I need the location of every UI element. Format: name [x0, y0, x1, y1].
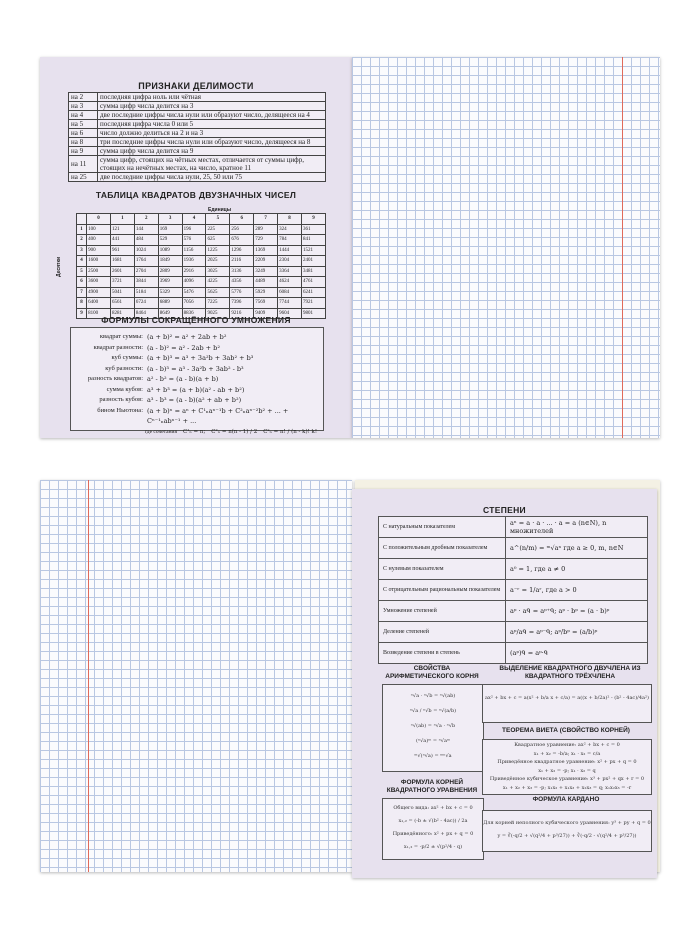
squares-cell: 6724 [134, 298, 158, 309]
squares-cell: 3025 [206, 266, 230, 277]
squares-cell: 4900 [87, 287, 111, 298]
squares-cell: 3249 [254, 266, 278, 277]
squares-cell: 9604 [278, 308, 302, 319]
formula-row [71, 385, 323, 396]
formula-row [71, 406, 323, 427]
formula-expression: (a + b)ⁿ = aⁿ + C¹ₙaⁿ⁻¹b + C²ₙaⁿ⁻²b² + ... + Cⁿ⁻¹ₙabⁿ⁻¹ + ... [147, 406, 289, 425]
squares-col-header: 6 [230, 214, 254, 225]
vieta-box [482, 739, 652, 795]
formula-label: сумма кубов: [106, 385, 143, 393]
squares-tens-label: Десятки [56, 256, 62, 277]
powers-rule-label: Деление степеней [379, 622, 506, 643]
combination-ck: Cᵏₙ = n! / (n - k)! k! [263, 428, 318, 435]
squares-cell: 4225 [206, 277, 230, 288]
squares-cell: 3844 [134, 277, 158, 288]
divisibility-row [69, 156, 326, 173]
squares-cell: 2704 [134, 266, 158, 277]
divisibility-rule: сумма цифр, стоящих на чётных местах, отличается от суммы цифр, стоящих на нечётных местах, на число, кратное 11 [98, 156, 326, 173]
squares-row-header: 2 [77, 235, 87, 246]
vieta-formula: x₁ + x₂ = -p; x₁ · x₂ = q [538, 767, 596, 774]
powers-row [379, 601, 648, 622]
squares-row [77, 266, 326, 277]
squares-cell: 1156 [182, 245, 206, 256]
divisibility-row [69, 138, 326, 147]
divisibility-key: на 3 [69, 102, 98, 111]
squares-col-header: 8 [278, 214, 302, 225]
squares-row [77, 245, 326, 256]
squares-row-header: 4 [77, 256, 87, 267]
powers-formula: aⁿ = a · a · ... · a = a (n∈N), n множителей [506, 517, 648, 538]
powers-row [379, 538, 648, 559]
quadratic-formula: x₁,₂ = -p/2 ± √(p²/4 - q) [403, 844, 463, 850]
squares-col-header: 3 [158, 214, 182, 225]
powers-rule-label: С отрицательным рациональным показателем [379, 580, 506, 601]
squares-cell: 7225 [206, 298, 230, 309]
divisibility-title: ПРИЗНАКИ ДЕЛИМОСТИ [138, 81, 254, 91]
powers-row [379, 622, 648, 643]
powers-formula: a⁻ʳ = 1/aʳ, где a > 0 [506, 580, 648, 601]
squares-cell: 7396 [230, 298, 254, 309]
divisibility-key: на 5 [69, 120, 98, 129]
squares-cell: 625 [206, 235, 230, 246]
powers-rule-label: С положительным дробным показателем [379, 538, 506, 559]
squares-cell: 8836 [182, 308, 206, 319]
squares-row-header: 1 [77, 224, 87, 235]
formula-row [71, 395, 323, 406]
squares-row-header: 5 [77, 266, 87, 277]
squares-cell: 5041 [110, 287, 134, 298]
squares-cell: 900 [87, 245, 111, 256]
divisibility-key: на 4 [69, 111, 98, 120]
squares-cell: 529 [158, 235, 182, 246]
abridged-title: ФОРМУЛЫ СОКРАЩЁННОГО УМНОЖЕНИЯ [101, 315, 291, 325]
squares-cell: 784 [278, 235, 302, 246]
vieta-formula: Приведённое квадратное уравнение: x² + px + q = 0 [497, 759, 637, 766]
powers-formula: a^(n/m) = ᵐ√aⁿ где a ≥ 0, m, n∈N [506, 538, 648, 559]
squares-cell: 144 [134, 224, 158, 235]
squares-cell: 441 [110, 235, 134, 246]
squares-cell: 961 [110, 245, 134, 256]
squares-cell: 2304 [278, 256, 302, 267]
powers-title: СТЕПЕНИ [483, 505, 526, 515]
divisibility-row [69, 173, 326, 182]
top-left-reference-page [40, 57, 352, 438]
squares-cell: 400 [87, 235, 111, 246]
quadratic-formula: Общего вида: ax² + bx + c = 0 [393, 805, 473, 811]
squares-cell: 7569 [254, 298, 278, 309]
squares-cell: 2500 [87, 266, 111, 277]
squares-cell: 2916 [182, 266, 206, 277]
formula-expression: a³ + b³ = (a + b)(a² - ab + b²) [147, 385, 245, 394]
squares-col-header: 1 [110, 214, 134, 225]
powers-rule-label: С нулевым показателем [379, 559, 506, 580]
formula-row [71, 374, 323, 385]
squares-col-header: 5 [206, 214, 230, 225]
divisibility-row [69, 102, 326, 111]
squares-cell: 2025 [206, 256, 230, 267]
roots-box [382, 684, 484, 772]
squares-cell: 256 [230, 224, 254, 235]
squares-cell: 3136 [230, 266, 254, 277]
squares-col-header: 9 [301, 214, 325, 225]
squares-row [77, 287, 326, 298]
divisibility-row [69, 111, 326, 120]
squares-units-label: Единицы [208, 207, 232, 213]
formula-expression: (a - b)² = a² - 2ab + b² [147, 343, 220, 352]
squares-cell: 8464 [134, 308, 158, 319]
squares-cell: 5476 [182, 287, 206, 298]
powers-formula: aᵖ · aᑫ = aᵖ⁺ᑫ; aᵖ · bᵖ = (a · b)ᵖ [506, 601, 648, 622]
squares-cell: 121 [110, 224, 134, 235]
squares-cell: 1600 [87, 256, 111, 267]
squares-cell: 9216 [230, 308, 254, 319]
binomial-box [482, 684, 652, 723]
squares-cell: 5329 [158, 287, 182, 298]
squares-cell: 729 [254, 235, 278, 246]
divisibility-rule: число должно делиться на 2 и на 3 [98, 129, 326, 138]
quadratic-box [382, 798, 484, 860]
squares-cell: 1089 [158, 245, 182, 256]
squares-title: ТАБЛИЦА КВАДРАТОВ ДВУЗНАЧНЫХ ЧИСЕЛ [95, 190, 297, 200]
squares-col-header: 0 [87, 214, 111, 225]
squares-row-header: 3 [77, 245, 87, 256]
squares-cell: 1849 [158, 256, 182, 267]
vieta-formula: x₁ + x₂ + x₃ = -p; x₁x₂ + x₁x₃ + x₂x₃ = q; x₁x₂x₃ = -r [502, 784, 632, 791]
squares-col-header: 2 [134, 214, 158, 225]
squares-cell: 2116 [230, 256, 254, 267]
squares-cell: 225 [206, 224, 230, 235]
abridged-formulas-box [70, 327, 324, 435]
formula-label: квадрат разности: [93, 343, 143, 351]
root-property: ᵐ√(ⁿ√a) = ᵐⁿ√a [414, 753, 452, 759]
squares-cell: 8649 [158, 308, 182, 319]
powers-row [379, 517, 648, 538]
squares-cell: 5184 [134, 287, 158, 298]
squares-cell: 5929 [254, 287, 278, 298]
divisibility-rule: сумма цифр числа делится на 9 [98, 147, 326, 156]
powers-formula: aᵖ/aᑫ = aᵖ⁻ᑫ; aᵖ/bᵖ = (a/b)ᵖ [506, 622, 648, 643]
root-property: ⁿ√a / ⁿ√b = ⁿ√(a/b) [409, 708, 457, 714]
root-property: (ⁿ√a)ᵐ = ⁿ√aᵐ [415, 738, 451, 744]
formula-label: квадрат суммы: [99, 333, 143, 340]
binomial-formula: ax² + bx + c = a(x² + b/a x + c/a) = a((x + b/2a)² - (b² - 4ac)/4a²) [485, 695, 649, 701]
squares-cell: 289 [254, 224, 278, 235]
squares-cell: 361 [301, 224, 325, 235]
squares-cell: 2601 [110, 266, 134, 277]
squares-row [77, 298, 326, 309]
squares-cell: 2401 [301, 256, 325, 267]
cardano-box [482, 810, 652, 852]
squares-cell: 4761 [301, 277, 325, 288]
powers-row [379, 580, 648, 601]
combination-c1: C¹ₙ = n; [183, 428, 206, 435]
quadratic-title: ФОРМУЛА КОРНЕЙ КВАДРАТНОГО УРАВНЕНИЯ [386, 779, 478, 794]
squares-cell: 2209 [254, 256, 278, 267]
squares-cell: 6561 [110, 298, 134, 309]
powers-rule-label: Возведение степени в степень [379, 643, 506, 664]
squares-cell: 6889 [158, 298, 182, 309]
squares-cell: 100 [87, 224, 111, 235]
divisibility-key: на 2 [69, 93, 98, 102]
divisibility-rule: сумма цифр числа делится на 3 [98, 102, 326, 111]
squares-cell: 1296 [230, 245, 254, 256]
squares-cell: 576 [182, 235, 206, 246]
cardano-formula: Для корней неполного кубического уравнения: y³ + py + q = 0 [483, 820, 651, 826]
squares-cell: 9025 [206, 308, 230, 319]
bottom-right-reference-page [352, 489, 657, 878]
squares-corner-cell [77, 214, 87, 225]
squares-cell: 324 [278, 224, 302, 235]
squares-row-header: 9 [77, 308, 87, 319]
squares-cell: 8281 [110, 308, 134, 319]
squares-cell: 676 [230, 235, 254, 246]
cardano-formula: y = ∛(-q/2 + √(q²/4 + p³/27)) + ∛(-q/2 - √(q²/4 + p³/27)) [497, 833, 637, 839]
squares-row-header: 7 [77, 287, 87, 298]
divisibility-key: на 25 [69, 173, 98, 182]
root-property: ⁿ√a · ⁿ√b = ⁿ√(ab) [410, 693, 456, 699]
quadratic-formula: Приведённого: x² + px + q = 0 [392, 831, 474, 837]
divisibility-rule: две последние цифры числа нули, 25, 50 или 75 [98, 173, 326, 182]
formula-expression: a³ - b³ = (a - b)(a² + ab + b²) [147, 396, 242, 404]
squares-cell: 841 [301, 235, 325, 246]
squares-cell: 6084 [278, 287, 302, 298]
squares-cell: 1521 [301, 245, 325, 256]
powers-row [379, 643, 648, 664]
squares-row [77, 235, 326, 246]
divisibility-rule: последняя цифра числа 0 или 5 [98, 120, 326, 129]
divisibility-rule: последняя цифра ноль или чётная [98, 93, 326, 102]
squares-cell: 4624 [278, 277, 302, 288]
divisibility-row [69, 120, 326, 129]
divisibility-key: на 11 [69, 156, 98, 173]
squares-cell: 3969 [158, 277, 182, 288]
divisibility-key: на 9 [69, 147, 98, 156]
squares-cell: 7056 [182, 298, 206, 309]
squares-cell: 1444 [278, 245, 302, 256]
powers-table [378, 516, 648, 664]
squares-header-row [77, 214, 326, 225]
formula-expression: (a - b)³ = a³ - 3a²b + 3ab² - b³ [147, 364, 244, 373]
squares-cell: 7744 [278, 298, 302, 309]
squares-cell: 484 [134, 235, 158, 246]
divisibility-rule: две последние цифры числа нули или образуют число, делящееся на 4 [98, 111, 326, 120]
powers-row [379, 559, 648, 580]
squares-cell: 1936 [182, 256, 206, 267]
vieta-formula: x₁ + x₂ = -b/a; x₁ · x₂ = c/a [533, 750, 601, 757]
vieta-formula: Приведённое кубическое уравнение: x³ + px² + qx + r = 0 [489, 776, 645, 783]
squares-cell: 196 [182, 224, 206, 235]
squares-cell: 9801 [301, 308, 325, 319]
formula-expression: a² - b² = (a - b)(a + b) [147, 375, 219, 383]
divisibility-row [69, 129, 326, 138]
powers-formula: a⁰ = 1, где a ≠ 0 [506, 559, 648, 580]
squares-row-header: 6 [77, 277, 87, 288]
formula-label: разность кубов: [99, 396, 143, 403]
squares-cell: 5625 [206, 287, 230, 298]
formula-label: разность квадратов: [87, 375, 143, 382]
squares-cell: 6400 [87, 298, 111, 309]
divisibility-rule: три последние цифры числа нули или образуют число, делящееся на 8 [98, 138, 326, 147]
formula-label: куб суммы: [111, 354, 143, 361]
squares-row [77, 256, 326, 267]
powers-rule-label: С натуральным показателем [379, 517, 506, 538]
squares-col-header: 7 [254, 214, 278, 225]
divisibility-table [68, 92, 326, 182]
squares-cell: 3481 [301, 266, 325, 277]
squares-row-header: 8 [77, 298, 87, 309]
divisibility-key: на 8 [69, 138, 98, 147]
margin-line [88, 480, 89, 872]
squares-cell: 1764 [134, 256, 158, 267]
squares-cell: 4356 [230, 277, 254, 288]
squares-row [77, 224, 326, 235]
formula-row [71, 343, 323, 354]
formula-label: куб разности: [105, 364, 143, 372]
squares-col-header: 4 [182, 214, 206, 225]
cardano-title: ФОРМУЛА КАРДАНО [532, 796, 600, 803]
squares-cell: 169 [158, 224, 182, 235]
squares-cell: 5776 [230, 287, 254, 298]
vieta-formula: Квадратное уравнение: ax² + bx + c = 0 [514, 742, 620, 748]
squares-row [77, 277, 326, 288]
squares-cell: 1369 [254, 245, 278, 256]
squares-cell: 3721 [110, 277, 134, 288]
divisibility-row [69, 93, 326, 102]
divisibility-row [69, 147, 326, 156]
combination-c2: C²ₙ = n(n - 1) / 2 [211, 428, 258, 435]
squares-cell: 6241 [301, 287, 325, 298]
margin-line [622, 57, 623, 438]
combinations-label: где сочетания [144, 428, 177, 435]
powers-formula: (aᵖ)ᑫ = aᵖ·ᑫ [506, 643, 648, 664]
formula-expression: (a + b)³ = a³ + 3a²b + 3ab² + b³ [147, 354, 254, 362]
formula-row [71, 332, 323, 343]
powers-rule-label: Умножение степеней [379, 601, 506, 622]
squares-cell: 4489 [254, 277, 278, 288]
squares-table [76, 213, 326, 319]
squares-cell: 3600 [87, 277, 111, 288]
quadratic-formula: x₁,₂ = (-b ± √(b² - 4ac)) / 2a [398, 818, 468, 824]
roots-title: СВОЙСТВА АРИФМЕТИЧЕСКОГО КОРНЯ [385, 665, 479, 680]
squares-cell: 9409 [254, 308, 278, 319]
vieta-title: ТЕОРЕМА ВИЕТА (СВОЙСТВО КОРНЕЙ) [502, 727, 630, 734]
formula-expression: (a + b)² = a² + 2ab + b² [147, 333, 227, 341]
squares-cell: 8100 [87, 308, 111, 319]
squares-cell: 3364 [278, 266, 302, 277]
squares-cell: 2809 [158, 266, 182, 277]
formula-row [71, 353, 323, 364]
top-right-grid-page [352, 57, 660, 438]
formula-label: бином Ньютона: [97, 406, 143, 414]
squares-cell: 4096 [182, 277, 206, 288]
squares-cell: 1681 [110, 256, 134, 267]
squares-cell: 1024 [134, 245, 158, 256]
squares-cell: 1225 [206, 245, 230, 256]
bottom-left-grid-page [40, 480, 352, 872]
binomial-title: ВЫДЕЛЕНИЕ КВАДРАТНОГО ДВУЧЛЕНА ИЗ КВАДРАТНОГО ТРЁХЧЛЕНА [499, 665, 641, 680]
root-property: ⁿ√(ab) = ⁿ√a · ⁿ√b [410, 723, 456, 729]
divisibility-key: на 6 [69, 129, 98, 138]
squares-cell: 7921 [301, 298, 325, 309]
formula-row [71, 364, 323, 375]
